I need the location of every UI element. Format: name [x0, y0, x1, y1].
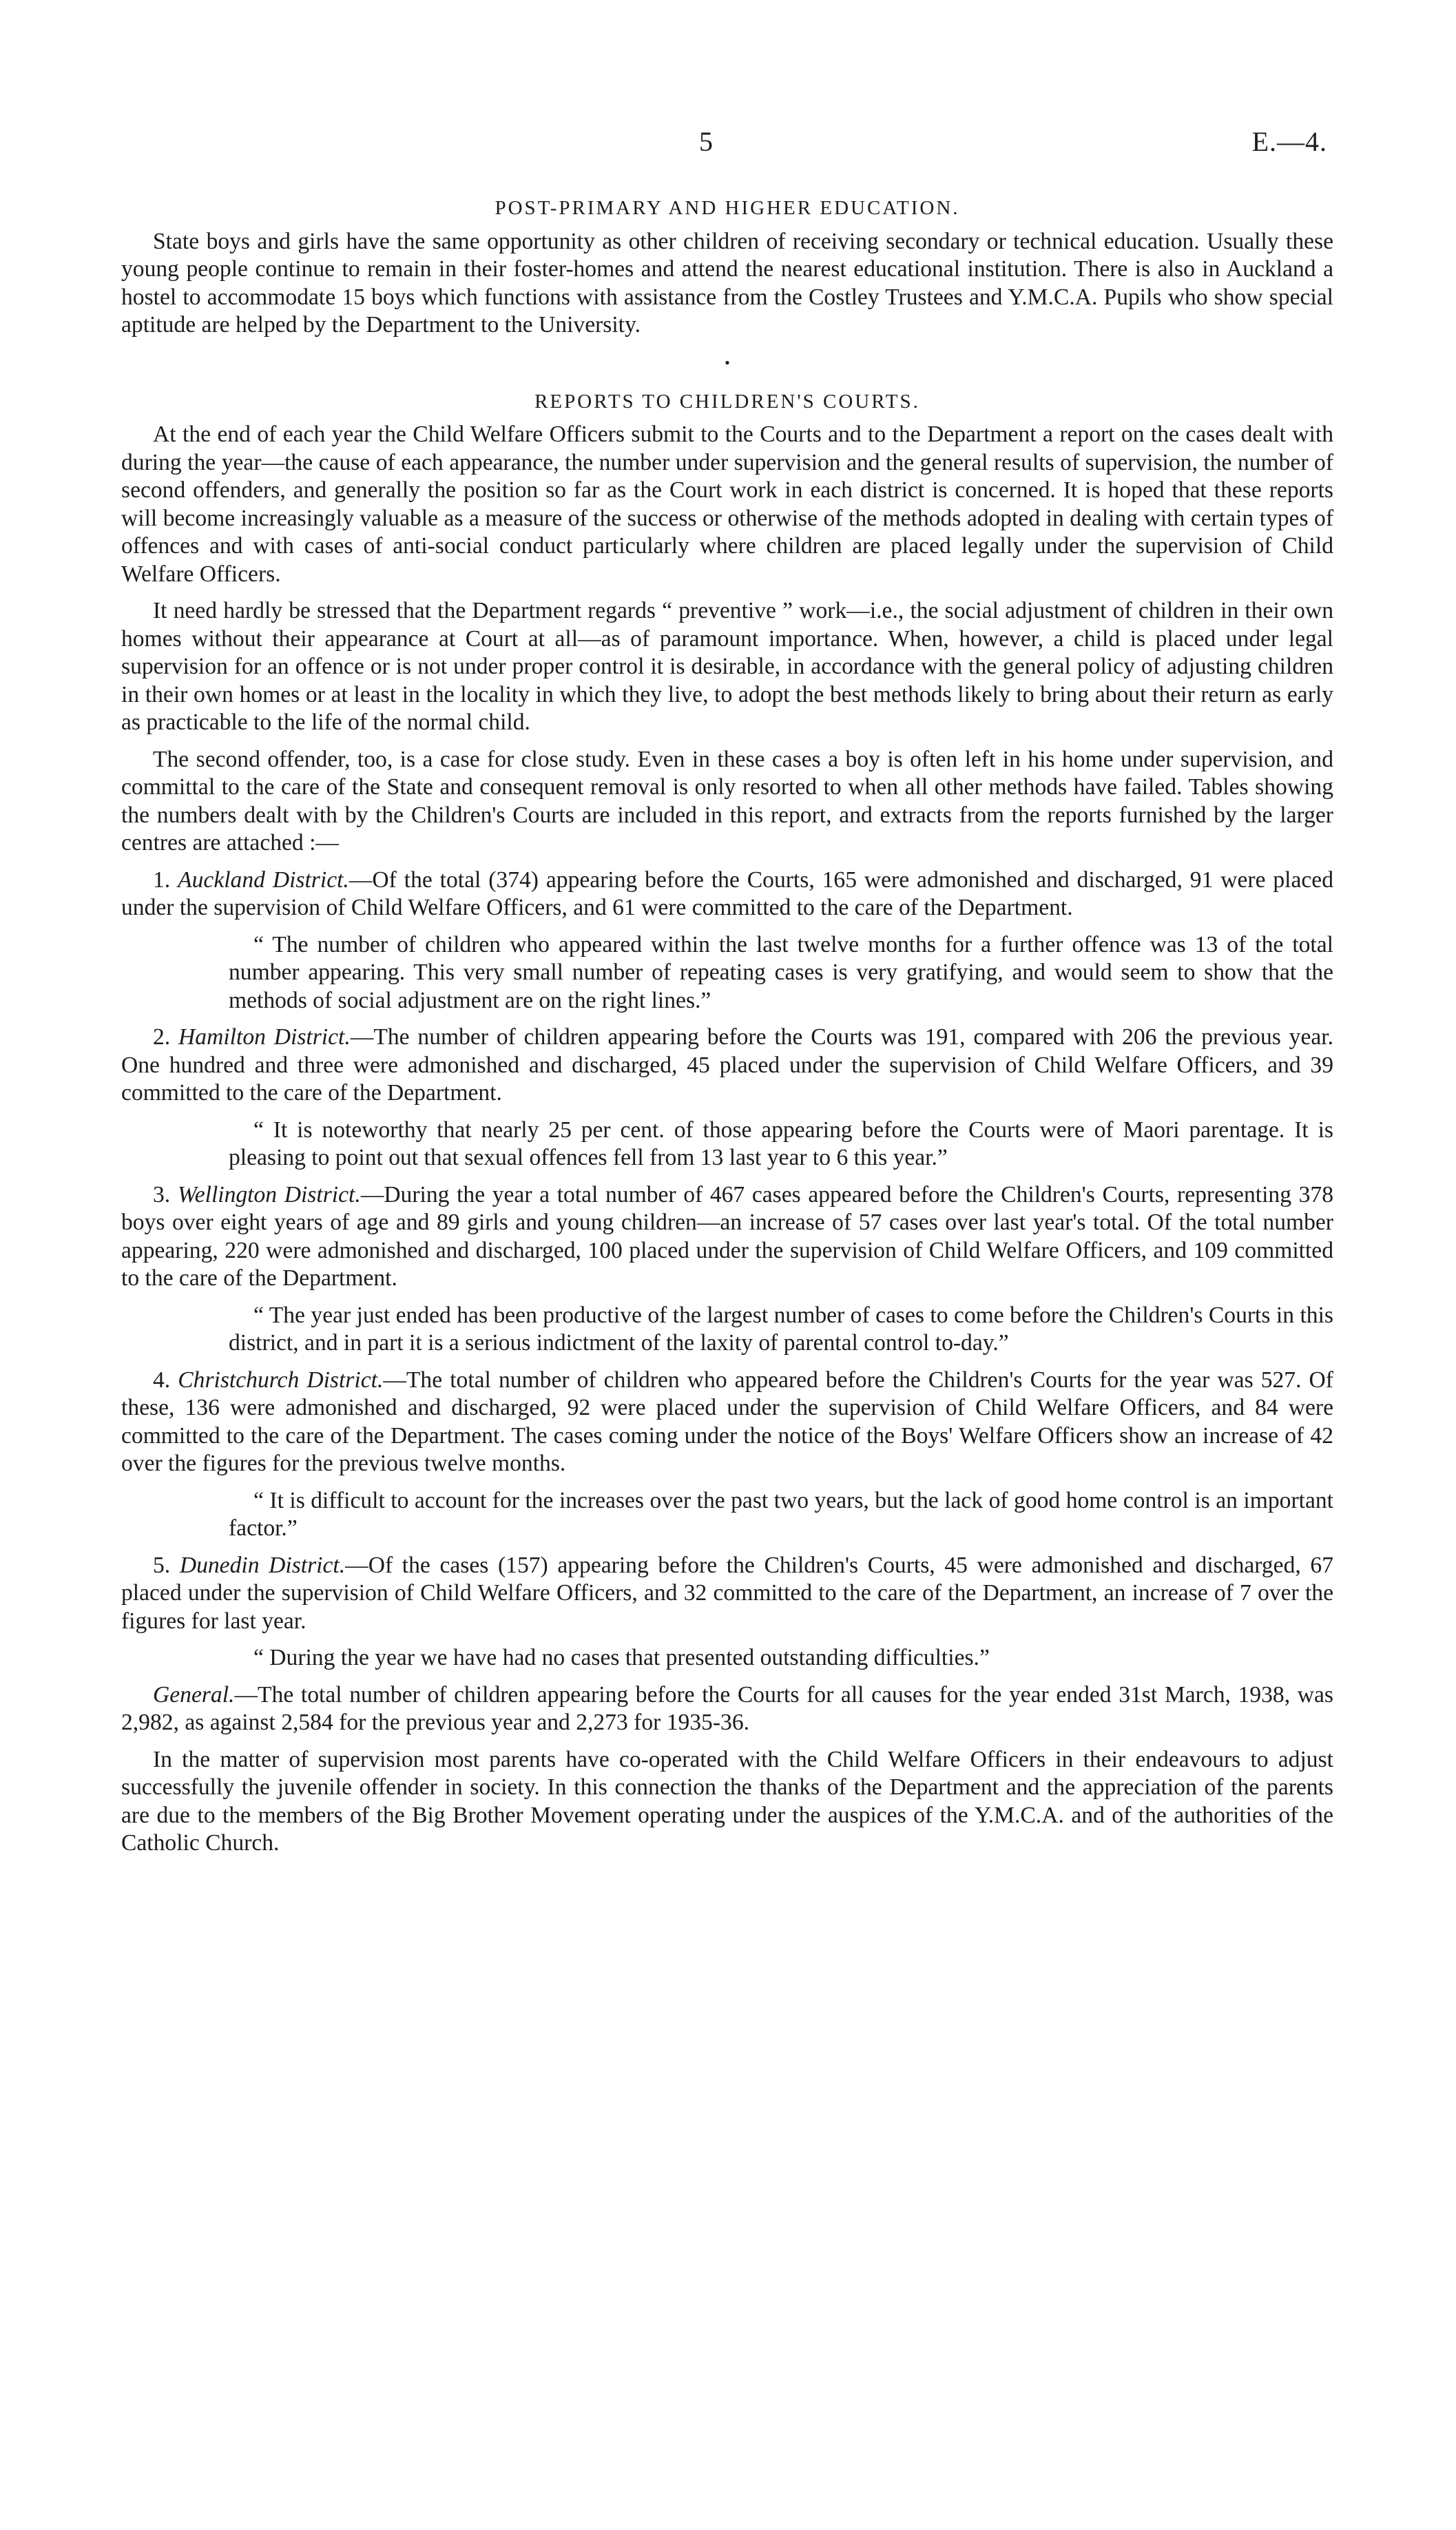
general-label: General.: [153, 1681, 235, 1708]
district-number: 1.: [153, 867, 171, 893]
document-body: [121, 194, 1333, 1867]
district-paragraph-christchurch: [121, 1367, 1333, 1478]
district-name: Wellington District.: [177, 1181, 361, 1207]
reports-paragraph-2: It need hardly be stressed that the Department regards “ preventive ” work—i.e., the social adjustment of children in their own homes without their appearance at Court at all—as of paramount importance. When, however, a child is placed under legal supervision for an offence or is not under proper control it is desirable, in accordance with the general policy of adjusting children in their own homes or at least in the locality in which they live, to adopt the best methods likely to bring about their return as early as practicable to the life of the normal child.: [121, 598, 1333, 735]
section-separator: •: [725, 353, 730, 371]
general-paragraph: [121, 1681, 1333, 1737]
district-quote-christchurch: “ It is difficult to account for the increases over the past two years, but the lack of good home control is an important factor.”: [229, 1487, 1333, 1541]
page-number: 5: [699, 126, 713, 157]
district-name: Dunedin District.: [179, 1552, 346, 1578]
district-number: 2.: [153, 1024, 171, 1050]
district-quote-hamilton: “ It is noteworthy that nearly 25 per cent. of those appearing before the Courts were of Maori parentage. It is pleasing to point out that sexual offences fell from 13 last year to 6 this year.”: [229, 1117, 1333, 1170]
district-paragraph-hamilton: [121, 1024, 1333, 1108]
district-number: 5.: [153, 1552, 171, 1578]
district-text: —Of the cases (157) appearing before the Children's Courts, 45 were admonished and discharged, 67 placed under the supervision of Child Welfare Officers, and 32 committed to the care of the Department, an increase of 7 over the figures for last year.: [121, 1552, 1333, 1634]
section-heading-reports: REPORTS TO CHILDREN'S COURTS.: [534, 390, 920, 413]
district-quote-wellington: “ The year just ended has been productive of the largest number of cases to come before the Children's Courts in this district, and in part it is a serious indictment of the laxity of parental control to-day.”: [229, 1302, 1333, 1356]
district-name: Auckland District.: [178, 867, 349, 893]
district-text: —The number of children appearing before the Courts was 191, compared with 206 the previous year. One hundred and three were admonished and discharged, 45 placed under the supervision of Child Welfare Officers, and 39 committed to the care of the Department.: [121, 1024, 1334, 1106]
reports-paragraph-1: At the end of each year the Child Welfare Officers submit to the Courts and to the Department a report on the cases dealt with during the year—the cause of each appearance, the number under supervision and the general results of supervision, the number of second offenders, and generally the position so far as the Court work in each district is concerned. It is hoped that these reports will become increasingly valuable as a measure of the success or otherwise of the methods adopted in dealing with certain types of offences and with cases of anti-social conduct particularly where children are placed legally under the supervision of Child Welfare Officers.: [121, 422, 1333, 587]
district-name: Hamilton District.: [178, 1024, 351, 1050]
district-text: —During the year a total number of 467 cases appeared before the Children's Courts, representing 378 boys over eight years of age and 89 girls and young children—an increase of 57 cases over last year's total. Of the total number appearing, 220 were admonished and discharged, 100 placed under the supervision of Child Welfare Officers, and 109 committed to the care of the Department.: [121, 1181, 1333, 1291]
page-reference: E.—4.: [1251, 126, 1327, 157]
district-paragraph-wellington: [121, 1181, 1333, 1293]
district-paragraph-dunedin: [121, 1552, 1333, 1636]
general-text: —The total number of children appearing before the Courts for all causes for the year ended 31st March, 1938, was 2,982, as against 2,584 for the previous year and 2,273 for 1935-36.: [121, 1681, 1333, 1735]
district-paragraph-auckland: [121, 867, 1333, 922]
district-number: 4.: [153, 1367, 171, 1393]
district-text: —Of the total (374) appearing before the Courts, 165 were admonished and discharged, 91 were placed under the supervision of Child Welfare Officers, and 61 were committed to the care of the Department.: [121, 867, 1333, 920]
district-quote-auckland: “ The number of children who appeared within the last twelve months for a further offence was 13 of the total number appearing. This very small number of repeating cases is very gratifying, and would seem to show that the methods of social adjustment are on the right lines.”: [229, 931, 1333, 1013]
section-heading-post-primary: POST-PRIMARY AND HIGHER EDUCATION.: [495, 197, 960, 219]
district-number: 3.: [153, 1181, 171, 1207]
reports-paragraph-3: The second offender, too, is a case for close study. Even in these cases a boy is often left in his home under supervision, and committal to the care of the State and consequent removal is only resorted to when all other methods have failed. Tables showing the numbers dealt with by the Children's Courts are included in this report, and extracts from the reports furnished by the larger centres are attached :—: [121, 746, 1333, 856]
district-name: Christchurch District.: [178, 1367, 384, 1393]
district-quote-dunedin: “ During the year we have had no cases that presented outstanding difficulties.”: [253, 1645, 990, 1670]
page-header: [0, 125, 1456, 167]
district-text: —The total number of children who appeared before the Children's Courts for the year was 527. Of these, 136 were admonished and discharged, 92 were placed under the supervision of Child Welfare Officers, and 84 were committed to the care of the Department. The cases coming under the notice of the Boys' Welfare Officers show an increase of 42 over the figures for the previous twelve months.: [121, 1367, 1333, 1476]
post-primary-paragraph: State boys and girls have the same opportunity as other children of receiving secondary or technical education. Usually these young people continue to remain in their foster-homes and attend the nearest educational institution. There is also in Auckland a hostel to accommodate 15 boys which functions with assistance from the Costley Trustees and Y.M.C.A. Pupils who show special aptitude are helped by the Department to the University.: [121, 228, 1333, 338]
closing-paragraph: In the matter of supervision most parents have co-operated with the Child Welfare Officers in their endeavours to adjust successfully the juvenile offender in society. In this connection the thanks of the Department and the appreciation of the parents are due to the members of the Big Brother Movement operating under the auspices of the Y.M.C.A. and of the authorities of the Catholic Church.: [121, 1746, 1333, 1856]
